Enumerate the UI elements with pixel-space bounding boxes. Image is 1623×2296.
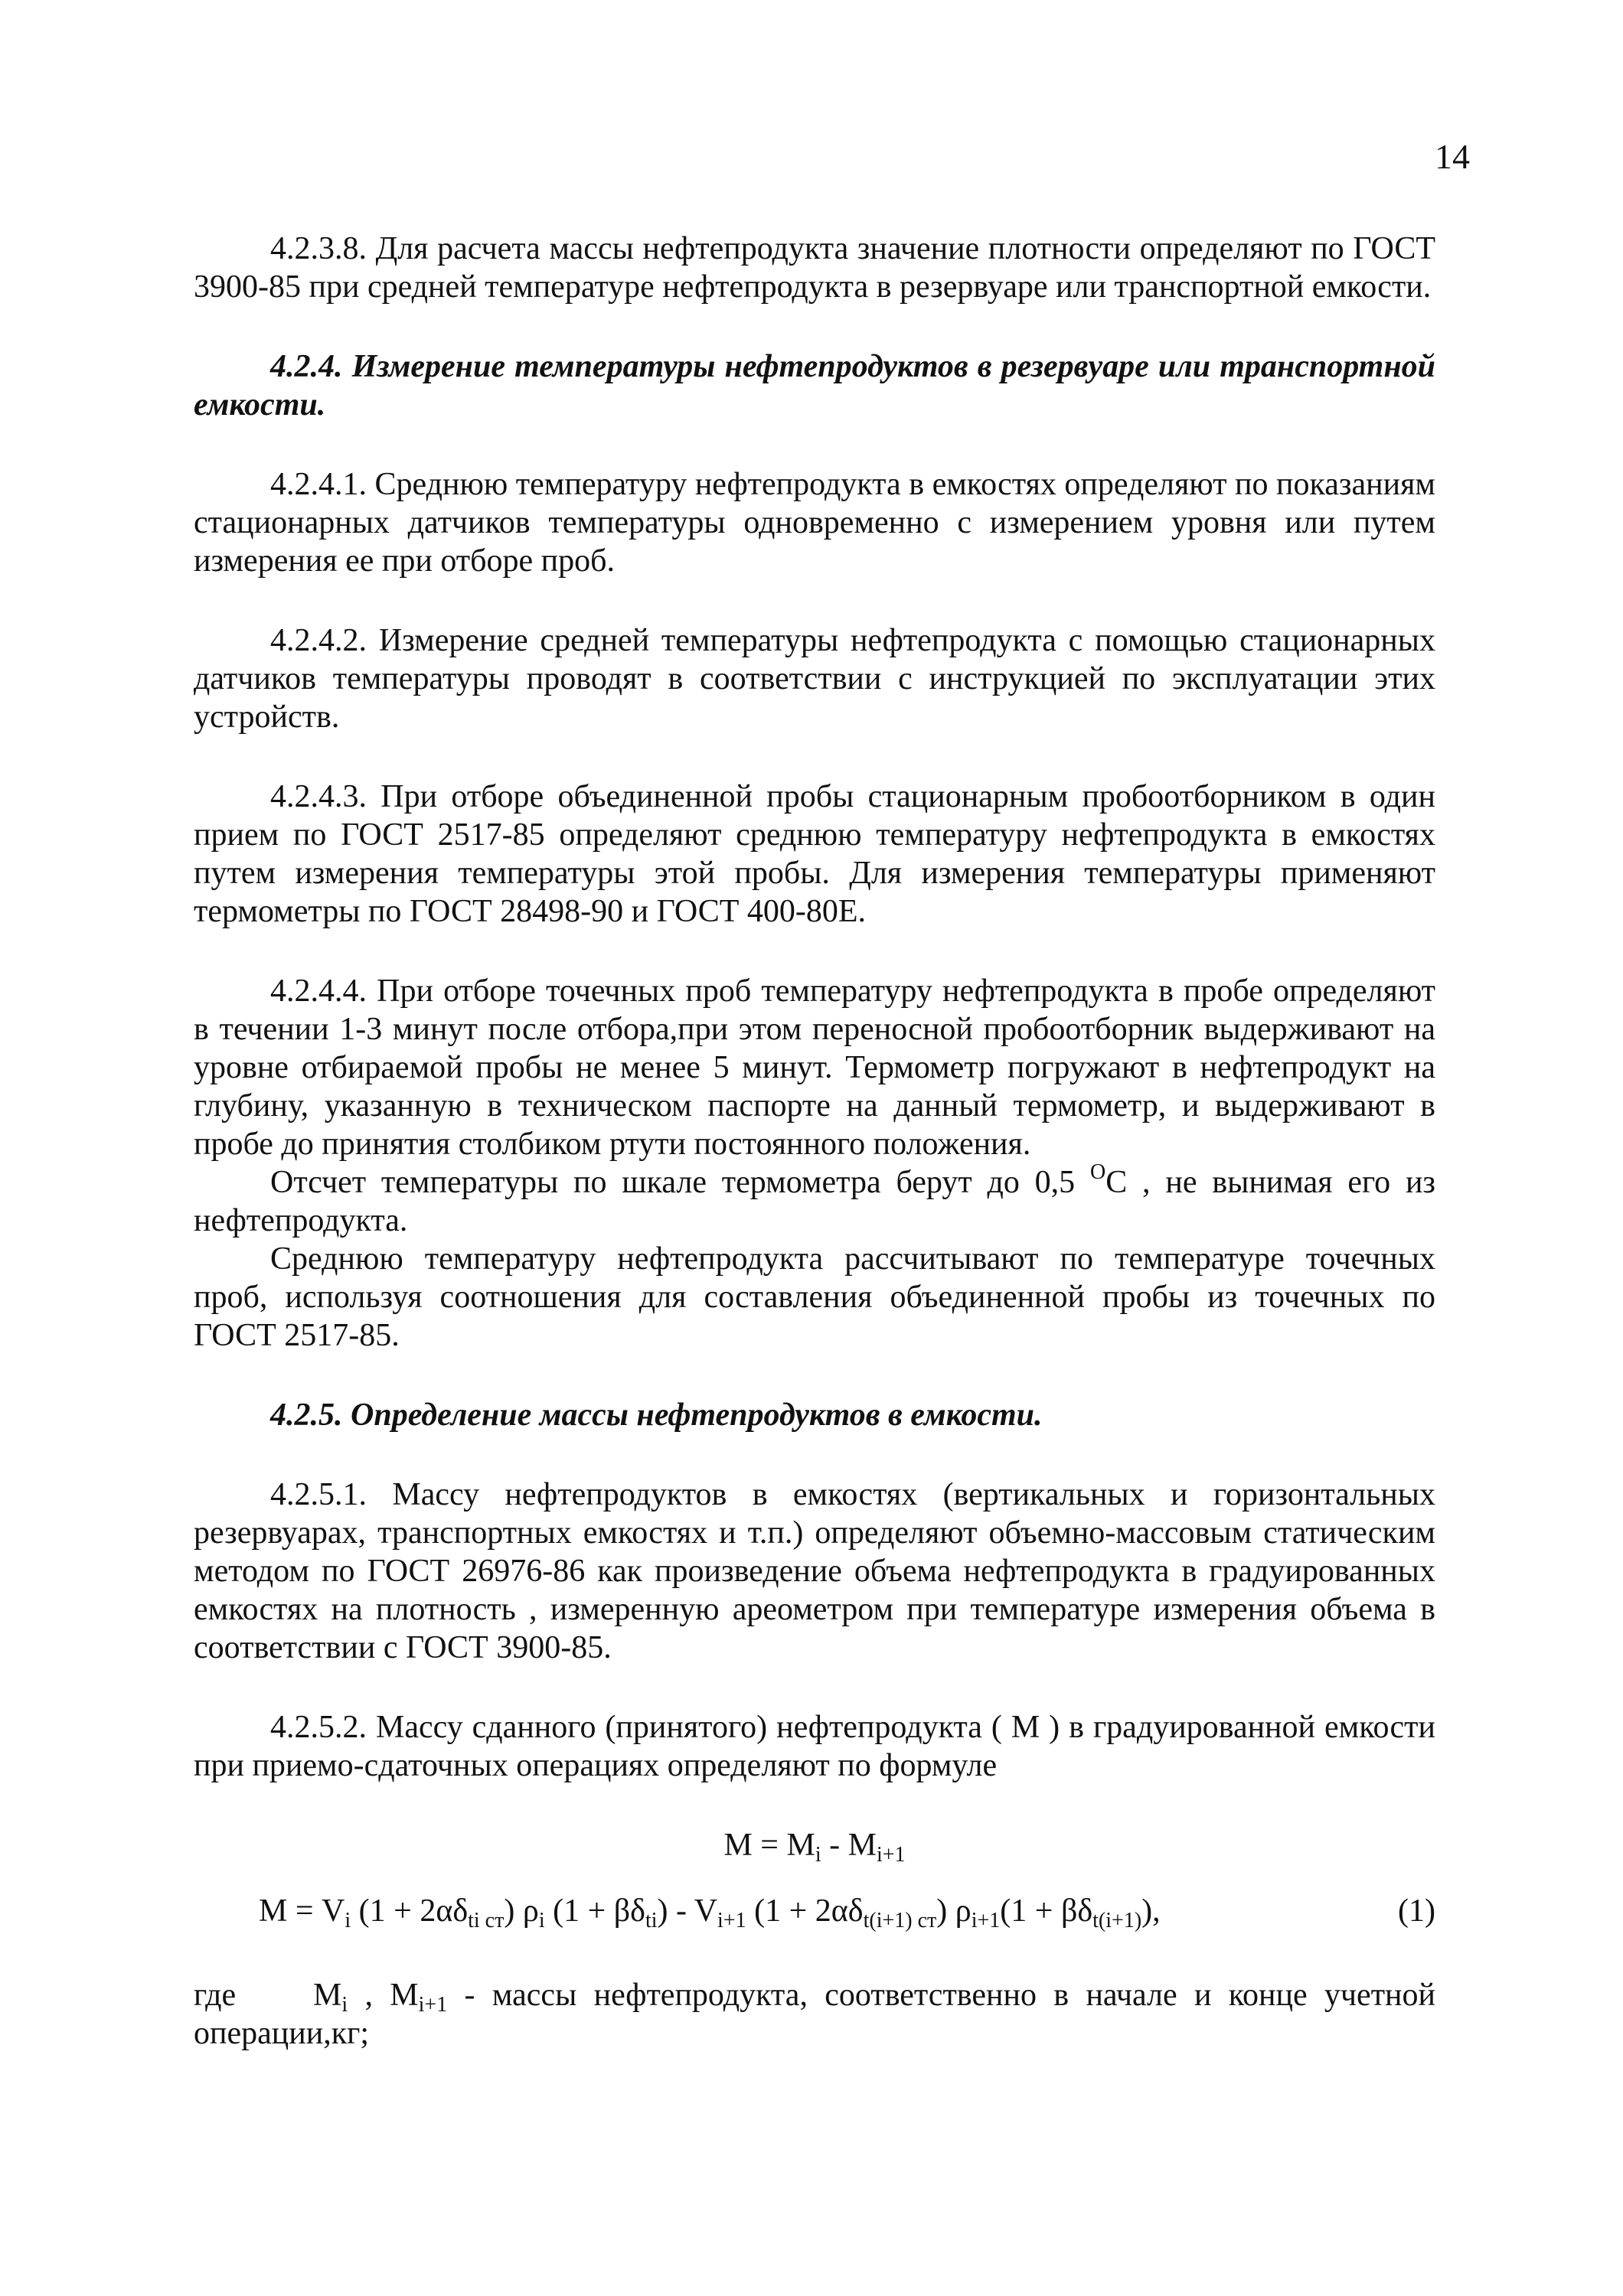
reading-text-start: Отсчет температуры по шкале термометра берут до 0,5 — [270, 1165, 1076, 1200]
paragraph-average-temperature: Среднюю температуру нефтепродукта рассчитывают по температуре точечных проб, используя соотношения для составления объединенной пробы из точечных по ГОСТ 2517-85. — [194, 1241, 1435, 1353]
paragraph-4-2-5-2: 4.2.5.2. Массу сданного (принятого) нефтепродукта ( М ) в градуированной емкости при приемо-сдаточных операциях определяют по формуле — [194, 1710, 1435, 1783]
reading-text-end: С , не вынимая его из нефтепродукта. — [194, 1165, 1436, 1238]
heading-4-2-4: 4.2.4. Измерение температуры нефтепродуктов в резервуаре или транспортной емкости. — [194, 349, 1435, 422]
degree-sign: O — [1090, 1160, 1106, 1184]
formula-1 — [194, 1892, 1435, 1938]
formula-mass-difference: $М = M_i - M_{i+1}$ — [723, 1828, 906, 1867]
paragraph-4-2-4-4: 4.2.4.4. При отборе точечных проб температуру нефтепродукта в пробе определяют в течении 1-3 минут после отбора,при этом переносной пробоотборник выдерживают на уровне отбираемой пробы не менее 5 минут. Термометр погружают в нефтепродукт на глубину, указанную в техническом паспорте на данный термометр, и выдерживают в пробе до принятия столбиком ртути постоянного положения. — [194, 974, 1435, 1162]
paragraph-4-2-4-1: 4.2.4.1. Среднюю температуру нефтепродукта в емкостях определяют по показаниям стационарных датчиков температуры одновременно с измерением уровня или путем измерения ее при отборе проб. — [194, 467, 1435, 579]
document-body — [194, 230, 1435, 2053]
formula-1-number: (1) — [1398, 1893, 1435, 1929]
formula-legend: где $M_i$ , $M_{i+1}$ - массы нефтепродукта, соответственно в начале и конце учетной операции,кг; — [194, 1978, 1435, 2051]
paragraph-4-2-4-2: 4.2.4.2. Измерение средней температуры нефтепродукта с помощью стационарных датчиков температуры проводят в соответствии с инструкцией по эксплуатации этих устройств. — [194, 623, 1435, 735]
paragraph-4-2-5-1: 4.2.5.1. Массу нефтепродуктов в емкостях (вертикальных и горизонтальных резервуарах, транспортных емкостях и т.п.) определяют объемно-массовым статическим методом по ГОСТ 26976-86 как произведение объема нефтепродукта в градуированных емкостях на плотность , измеренную ареометром при температуре измерения объема в соответствии с ГОСТ 3900-85. — [194, 1477, 1435, 1665]
paragraph-4-2-3-8: 4.2.3.8. Для расчета массы нефтепродукта значение плотности определяют по ГОСТ 3900-85 при средней температуре нефтепродукта в резервуаре или транспортной емкости. — [194, 231, 1435, 305]
legend-label: где — [194, 1978, 237, 2013]
paragraph-4-2-4-3: 4.2.4.3. При отборе объединенной пробы стационарным пробоотборником в один прием по ГОСТ 2517-85 определяют среднюю температуру нефтепродукта в емкостях путем измерения температуры этой пробы. Для измерения температуры применяют термометры по ГОСТ 28498-90 и ГОСТ 400-80Е. — [194, 779, 1435, 929]
heading-4-2-5: 4.2.5. Определение массы нефтепродуктов в емкости. — [270, 1397, 1043, 1433]
page-number: 14 — [1435, 137, 1470, 176]
formula-1-expression: $М = V_i$ $(1 + 2\alpha\delta_{ti ст})$ $\rho_i$ $(1 + \beta\delta_{ti}) - V_{i+1}$ $(1 + 2\alpha\delta_{t(i+1) ст})$ $\rho_{i+1}(1 + \beta\delta_{t(i+1)})$, — [259, 1893, 1161, 1932]
paragraph-temperature-reading — [194, 1160, 1436, 1240]
